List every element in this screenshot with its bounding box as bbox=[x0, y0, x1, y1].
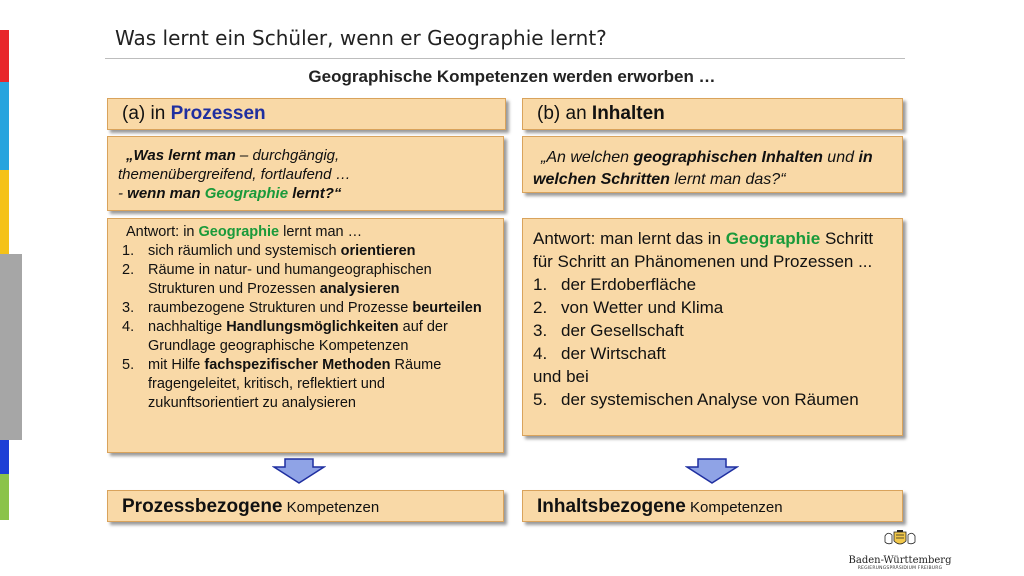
right-answer-connector: und bei bbox=[533, 367, 589, 386]
right-header-prefix: (b) an bbox=[537, 103, 592, 124]
list-item: 5. der systemischen Analyse von Räumen bbox=[533, 390, 859, 409]
left-question-geo: Geographie bbox=[204, 185, 289, 202]
list-item: 1. sich räumlich und systemisch orientieren bbox=[122, 243, 416, 259]
page-title: Was lernt ein Schüler, wenn er Geographie lernt? bbox=[115, 26, 607, 50]
right-result bbox=[523, 491, 902, 518]
right-result-rest: Kompetenzen bbox=[685, 499, 783, 516]
right-answer-list bbox=[533, 273, 894, 365]
color-bar-gray bbox=[0, 254, 22, 440]
left-answer bbox=[108, 219, 503, 413]
right-question-box bbox=[522, 136, 903, 193]
right-result-bold: Inhaltsbezogene bbox=[537, 496, 686, 517]
color-bar-blue bbox=[0, 82, 9, 170]
list-item: 3. raumbezogene Strukturen und Prozesse beurteilen bbox=[122, 300, 482, 316]
logo-name: Baden-Württemberg bbox=[848, 555, 952, 566]
list-item: 2. Räume in natur- und humangeographischen Strukturen und Prozessen analysieren bbox=[122, 262, 432, 297]
list-item: 2. von Wetter und Klima bbox=[533, 298, 724, 317]
left-header-box bbox=[107, 98, 506, 130]
left-question-line2: themenübergreifend, fortlaufend … bbox=[118, 166, 351, 183]
left-answer-box bbox=[107, 218, 504, 453]
right-header bbox=[523, 99, 902, 125]
left-question-line3-end: lernt?“ bbox=[288, 185, 342, 202]
right-result-box bbox=[522, 490, 903, 522]
left-question-box bbox=[107, 136, 504, 211]
list-item: 4. nachhaltige Handlungsmöglichkeiten auf der Grundlage geographische Kompetenzen bbox=[122, 319, 448, 354]
baden-wuerttemberg-logo bbox=[845, 530, 955, 571]
left-result-bold: Prozessbezogene bbox=[122, 496, 283, 517]
title-divider bbox=[105, 58, 905, 59]
right-answer-box bbox=[522, 218, 903, 436]
right-answer-geo: Geographie bbox=[725, 229, 821, 248]
right-down-arrow-icon bbox=[685, 458, 739, 484]
left-result-box bbox=[107, 490, 504, 522]
color-bar-dark-blue bbox=[0, 440, 9, 474]
right-question-bold-1: geographischen Inhalten bbox=[633, 149, 823, 166]
right-answer-list-last bbox=[533, 388, 894, 411]
left-header-prefix: (a) in bbox=[122, 103, 171, 124]
color-bar-green bbox=[0, 474, 9, 520]
right-question-bold-2: in welchen Schritten bbox=[533, 149, 873, 188]
left-down-arrow-icon bbox=[272, 458, 326, 484]
left-question-dash: - bbox=[118, 185, 128, 202]
left-question-line3-bold: wenn man bbox=[127, 185, 205, 202]
list-item: 5. mit Hilfe fachspezifischer Methoden Räume fragengeleitet, kritisch, reflektiert und zukunftsorientiert zu analysieren bbox=[122, 357, 442, 411]
right-header-keyword: Inhalten bbox=[591, 103, 665, 124]
left-answer-intro-geo: Geographie bbox=[198, 224, 280, 240]
left-header-keyword: Prozessen bbox=[170, 103, 266, 124]
left-header bbox=[108, 99, 505, 125]
coat-of-arms-icon bbox=[880, 530, 920, 550]
logo-subtitle: REGIERUNGSPRÄSIDIUM FREIBURG bbox=[857, 566, 943, 571]
color-bar-yellow bbox=[0, 170, 9, 254]
left-answer-intro-b: lernt man … bbox=[279, 224, 363, 240]
list-item: 1. der Erdoberfläche bbox=[533, 275, 697, 294]
right-answer: Antwort: man lernt das in Geographie Schritt für Schritt an Phänomenen und Prozessen ... 1. der Erdoberfläche 2. von Wetter und Klima 3. der Gesellschaft 4. der Wirtschaft und bei 5. der systemischen Analyse von Räumen bbox=[523, 219, 902, 411]
right-header-box bbox=[522, 98, 903, 130]
left-answer-intro-a: Antwort: in bbox=[126, 224, 199, 240]
left-question-line1-bold: „Was lernt man bbox=[126, 147, 236, 164]
list-item: 4. der Wirtschaft bbox=[533, 344, 666, 363]
left-question bbox=[108, 137, 503, 203]
left-result-rest: Kompetenzen bbox=[282, 499, 380, 516]
left-question-line1-rest: – durchgängig, bbox=[235, 147, 340, 164]
list-item: 3. der Gesellschaft bbox=[533, 321, 684, 340]
left-result bbox=[108, 491, 503, 518]
left-answer-list bbox=[118, 242, 495, 413]
right-question: „An welchen geographischen Inhalten und in welchen Schritten lernt man das?“ bbox=[533, 149, 873, 188]
page-subtitle: Geographische Kompetenzen werden erworben … bbox=[308, 67, 716, 86]
